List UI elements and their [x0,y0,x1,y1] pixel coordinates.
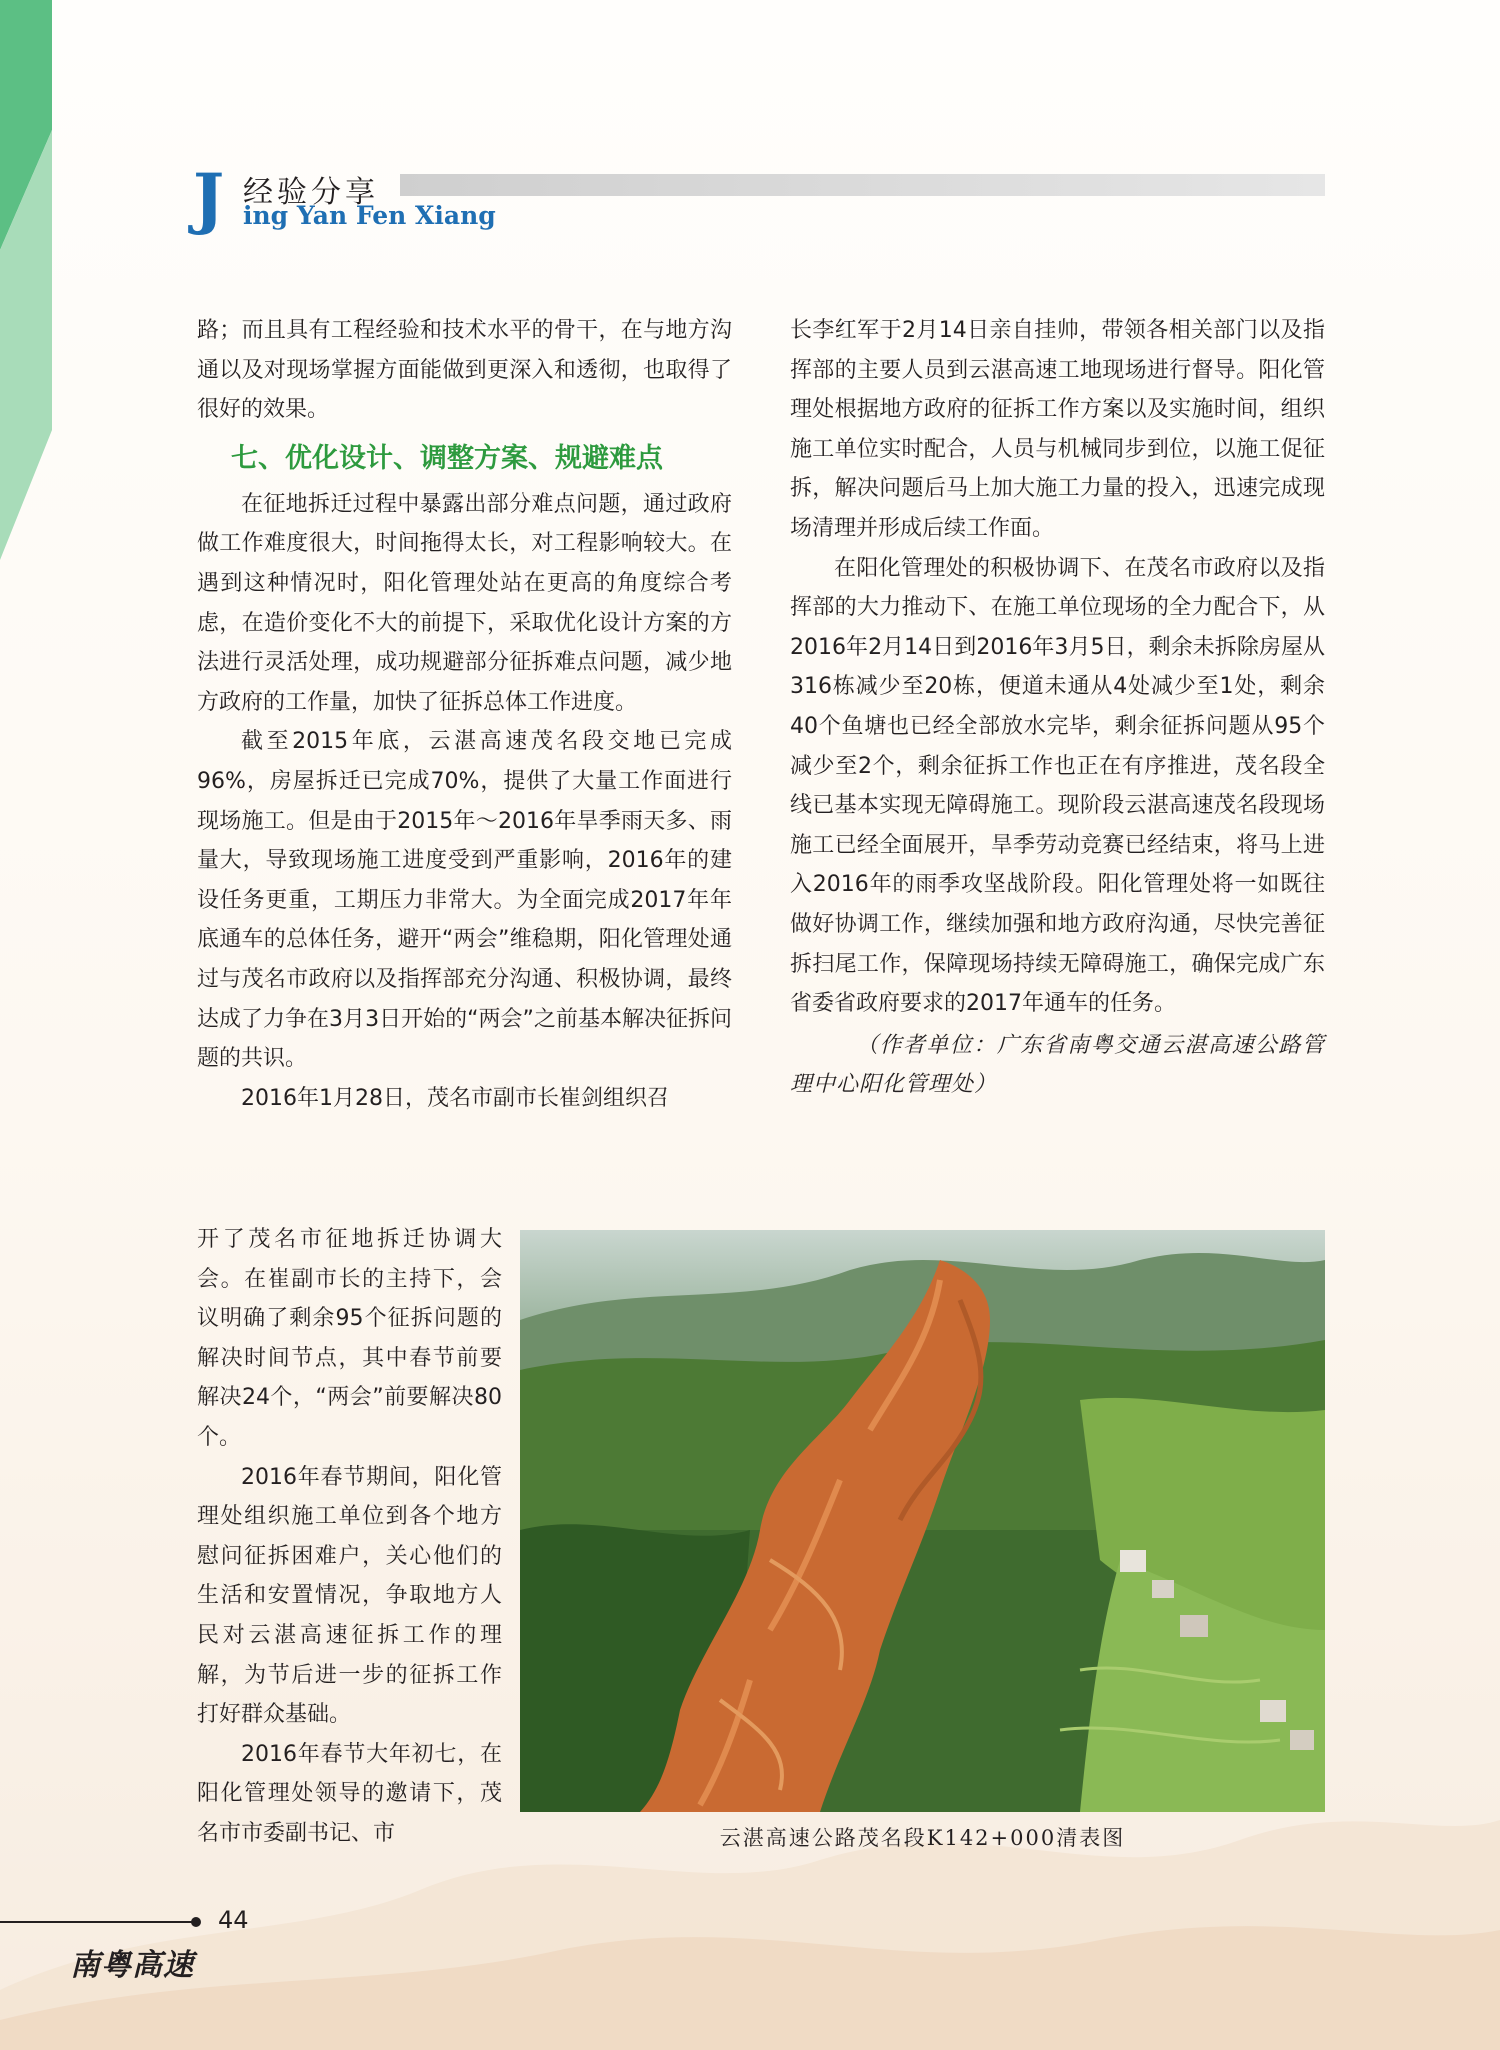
paragraph: 在征地拆迁过程中暴露出部分难点问题，通过政府做工作难度很大，时间拖得太长，对工程影响较大。在遇到这种情况时，阳化管理处站在更高的角度综合考虑，在造价变化不大的前提下，采取优化设计方案的方法进行灵活处理，成功规避部分征拆难点问题，减少地方政府的工作量，加快了征拆总体工作进度。 [197,491,732,715]
footer-bullet-icon [191,1917,201,1927]
paragraph: 长李红军于2月14日亲自挂帅，带领各相关部门以及指挥部的主要人员到云湛高速工地现场进行督导。阳化管理处根据地方政府的征拆工作方案以及实施时间，组织施工单位实时配合，人员与机械同步到位，以施工促征拆，解决问题后马上加大施工力量的投入，迅速完成现场清理并形成后续工作面。 [790,318,1325,541]
paragraph: 2016年春节期间，阳化管理处组织施工单位到各个地方慰问征拆困难户，关心他们的生活和安置情况，争取地方人民对云湛高速征拆工作的理解，为节后进一步的征拆工作打好群众基础。 [197,1464,502,1728]
kicker-title-pinyin: ing Yan Fen Xiang [243,201,496,230]
kicker-title-cn: 经验分享 [243,175,379,210]
paragraph: 截至2015年底，云湛高速茂名段交地已完成96%，房屋拆迁已完成70%，提供了大量工作面进行现场施工。但是由于2015年～2016年旱季雨天多、雨量大，导致现场施工进度受到严重影响，2016年的建设任务更重，工期压力非常大。为全面完成2017年年底通车的总体任务，避开“两会”维稳期，阳化管理处通过与茂名市政府以及指挥部充分沟通、积极协调，最终达成了力争在3月3日开始的“两会”之前基本解决征拆问题的共识。 [197,729,732,1072]
paragraph: 在阳化管理处的积极协调下、在茂名市政府以及指挥部的大力推动下、在施工单位现场的全力配合下，从2016年2月14日到2016年3月5日，剩余未拆除房屋从316栋减少至20栋，便道未通从4处减少至1处，剩余40个鱼塘也已经全部放水完毕，剩余征拆问题从95个减少至2个，剩余征拆工作也正在有序推进，茂名段全线已基本实现无障碍施工。现阶段云湛高速茂名段现场施工已经全面展开，旱季劳动竞赛已经结束，将马上进入2016年的雨季攻坚战阶段。阳化管理处将一如既往做好协调工作，继续加强和地方政府沟通，尽快完善征拆扫尾工作，保障现场持续无障碍施工，确保完成广东省委省政府要求的2017年通车的任务。 [790,555,1325,1017]
kicker-initial-letter: J [193,159,225,237]
author-affiliation: （作者单位：广东省南粤交通云湛高速公路管理中心阳化管理处） [790,1032,1325,1098]
paragraph: 2016年春节大年初七，在阳化管理处领导的邀请下，茂名市市委副书记、市 [197,1741,502,1846]
header-rule-bar [400,174,1325,196]
right-column [790,311,1325,1105]
aerial-construction-photo [520,1230,1325,1812]
paragraph: 2016年1月28日，茂名市副市长崔剑组织召 [241,1085,669,1111]
magazine-logo: 南粤高速 [70,1948,194,1983]
narrow-column [197,1220,502,1854]
paragraph: 开了茂名市征地拆迁协调大会。在崔副市长的主持下，会议明确了剩余95个征拆问题的解决时间节点，其中春节前要解决24个，“两会”前要解决80个。 [197,1227,502,1450]
page-number: 44 [218,1906,249,1934]
section-heading: 七、优化设计、调整方案、规避难点 [231,442,663,474]
left-column [197,311,732,1118]
paragraph: 路；而且具有工程经验和技术水平的骨干，在与地方沟通以及对现场掌握方面能做到更深入和透彻，也取得了很好的效果。 [197,318,732,423]
photo-caption: 云湛高速公路茂名段K142+000清表图 [719,1826,1126,1850]
green-accent-strip [0,0,60,560]
footer-rule [0,1921,195,1923]
